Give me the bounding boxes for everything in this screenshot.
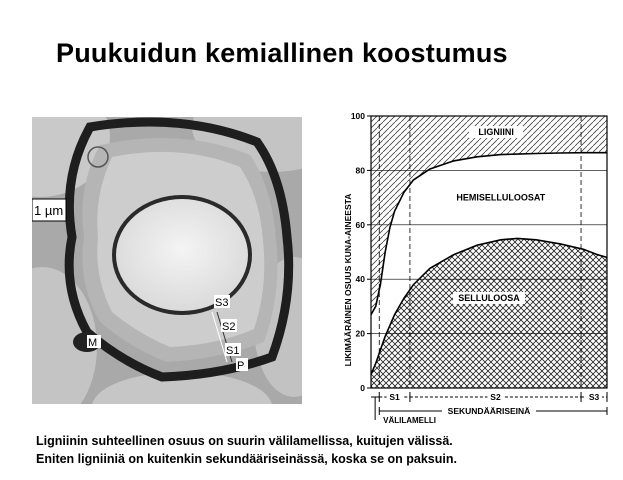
region-label-s3: S3 — [588, 392, 600, 402]
plot-area — [351, 111, 607, 425]
series-label-ligniini: LIGNIINI — [478, 127, 514, 138]
region-label-sekundaariseina: SEKUNDÄÄRISEINÄ — [447, 406, 531, 416]
caption-line-1: Ligniinin suhteellinen osuus on suurin välilamellissa, kuitujen välissä. — [36, 434, 453, 448]
region-label-s2: S2 — [490, 392, 501, 402]
region-label-valilamelli: VÄLILAMELLI — [383, 416, 437, 425]
label-s2: S2 — [222, 321, 236, 333]
scale-bar-label: 1 µm — [34, 203, 64, 218]
y-axis-label: LIKIMÄÄRÄINEN OSUUS KUNA-AINEESTA — [343, 193, 353, 367]
y-tick-label-60: 60 — [355, 219, 365, 230]
y-tick-label-40: 40 — [355, 274, 365, 285]
series-area-selluloosa — [371, 238, 607, 388]
page-title: Puukuidun kemiallinen koostumus — [56, 38, 508, 68]
label-p: P — [237, 360, 245, 372]
label-s3: S3 — [215, 297, 229, 309]
y-tick-label-0: 0 — [360, 383, 365, 393]
micrograph-image — [32, 117, 302, 404]
y-tick-label-20: 20 — [355, 328, 365, 339]
composition-chart — [335, 104, 620, 430]
label-m: M — [88, 337, 98, 349]
region-label-s1: S1 — [389, 392, 400, 402]
y-tick-label-80: 80 — [355, 165, 365, 176]
y-tick-label-100: 100 — [350, 111, 365, 121]
series-label-hemiselluloosat: HEMISELLULOOSAT — [456, 192, 546, 203]
series-label-selluloosa: SELLULOOSA — [458, 292, 520, 303]
caption — [36, 432, 457, 468]
caption-line-2: Eniten ligniiniä on kuitenkin sekundääriseinässä, koska se on paksuin. — [36, 452, 457, 466]
label-s1: S1 — [226, 345, 240, 357]
